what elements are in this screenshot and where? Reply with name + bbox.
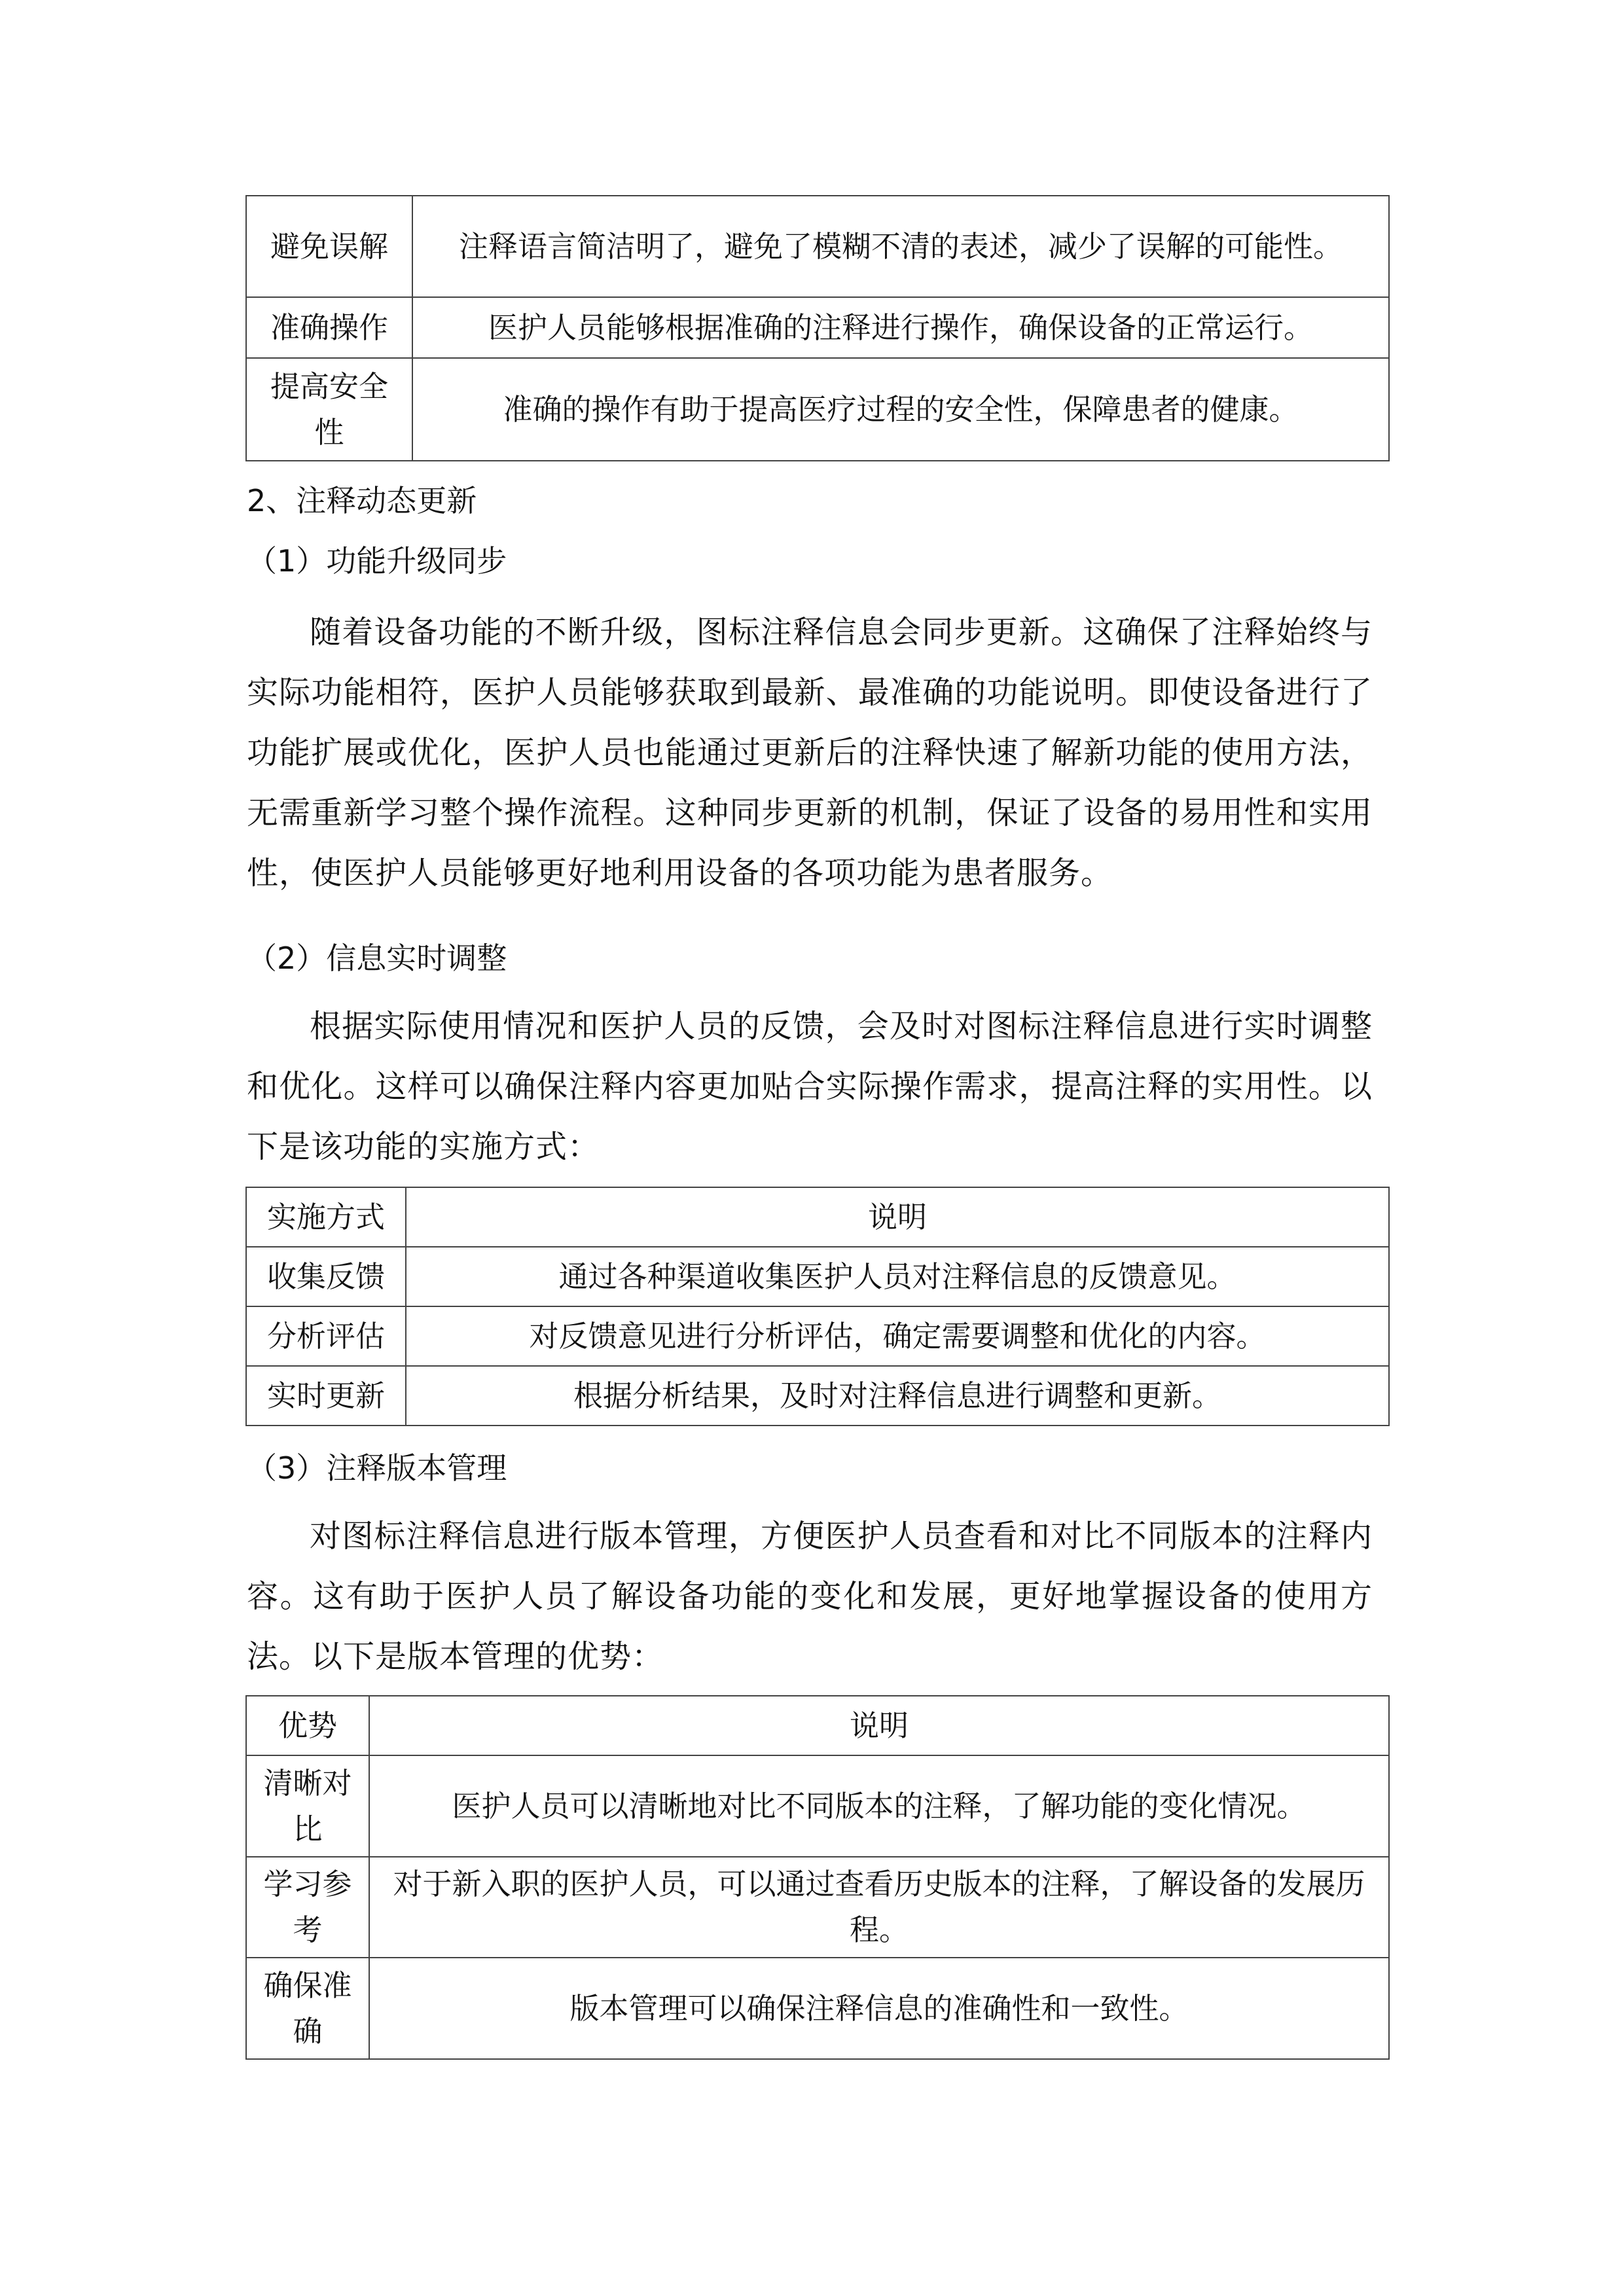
table-header-text: 说明 — [406, 1187, 1389, 1247]
table-header-row — [246, 1696, 1389, 1755]
table-row — [246, 297, 1389, 358]
table-cell-text: 版本管理可以确保注释信息的准确性和一致性。 — [369, 1958, 1389, 2059]
table-header-label: 优势 — [246, 1696, 369, 1755]
table-header-row — [246, 1187, 1389, 1247]
paragraph: 随着设备功能的不断升级，图标注释信息会同步更新。这确保了注释始终与实际功能相符，医护人员能够获取到最新、最准确的功能说明。即使设备进行了功能扩展或优化，医护人员也能通过更新后的注释快速了解新功能的使用方法，无需重新学习整个操作流程。这种同步更新的机制，保证了设备的易用性和实用性，使医护人员能够更好地利用设备的各项功能为患者服务。 — [247, 614, 1373, 891]
section-heading: 2、注释动态更新 — [247, 483, 477, 518]
table-cell-text: 准确的操作有助于提高医疗过程的安全性，保障患者的健康。 — [412, 358, 1389, 461]
advantages-table — [245, 1695, 1390, 2060]
table-cell-label: 提高安全性 — [246, 358, 412, 461]
table-row — [246, 1755, 1389, 1857]
table-cell-label: 避免误解 — [246, 196, 412, 297]
table-row — [246, 1306, 1389, 1366]
paragraph: 根据实际使用情况和医护人员的反馈，会及时对图标注释信息进行实时调整和优化。这样可以确保注释内容更加贴合实际操作需求，提高注释的实用性。以下是该功能的实施方式： — [247, 1008, 1373, 1165]
table-cell-text: 对于新入职的医护人员，可以通过查看历史版本的注释，了解设备的发展历程。 — [369, 1857, 1389, 1958]
table-cell-text: 注释语言简洁明了，避免了模糊不清的表述，减少了误解的可能性。 — [412, 196, 1389, 297]
table-row — [246, 196, 1389, 297]
table-cell-text: 对反馈意见进行分析评估，确定需要调整和优化的内容。 — [406, 1306, 1389, 1366]
table-cell-label: 准确操作 — [246, 297, 412, 358]
table-row — [246, 1958, 1389, 2059]
benefits-table — [245, 195, 1390, 461]
table-cell-label: 分析评估 — [246, 1306, 406, 1366]
table-cell-label: 收集反馈 — [246, 1247, 406, 1306]
table-cell-text: 通过各种渠道收集医护人员对注释信息的反馈意见。 — [406, 1247, 1389, 1306]
table-cell-text: 医护人员可以清晰地对比不同版本的注释，了解功能的变化情况。 — [369, 1755, 1389, 1857]
table-cell-label: 清晰对比 — [246, 1755, 369, 1857]
paragraph: 对图标注释信息进行版本管理，方便医护人员查看和对比不同版本的注释内容。这有助于医护人员了解设备功能的变化和发展，更好地掌握设备的使用方法。以下是版本管理的优势： — [247, 1518, 1373, 1675]
table-cell-text: 医护人员能够根据准确的注释进行操作，确保设备的正常运行。 — [412, 297, 1389, 358]
implementation-table — [245, 1187, 1390, 1426]
table-header-label: 实施方式 — [246, 1187, 406, 1247]
table-cell-label: 学习参考 — [246, 1857, 369, 1958]
subsection-heading: （2）信息实时调整 — [247, 941, 507, 976]
table-row — [246, 1366, 1389, 1426]
table-cell-label: 确保准确 — [246, 1958, 369, 2059]
table-cell-text: 根据分析结果，及时对注释信息进行调整和更新。 — [406, 1366, 1389, 1426]
table-header-text: 说明 — [369, 1696, 1389, 1755]
subsection-heading: （3）注释版本管理 — [247, 1450, 507, 1486]
table-cell-label: 实时更新 — [246, 1366, 406, 1426]
table-row — [246, 358, 1389, 461]
table-row — [246, 1247, 1389, 1306]
subsection-heading: （1）功能升级同步 — [247, 543, 507, 579]
table-row — [246, 1857, 1389, 1958]
